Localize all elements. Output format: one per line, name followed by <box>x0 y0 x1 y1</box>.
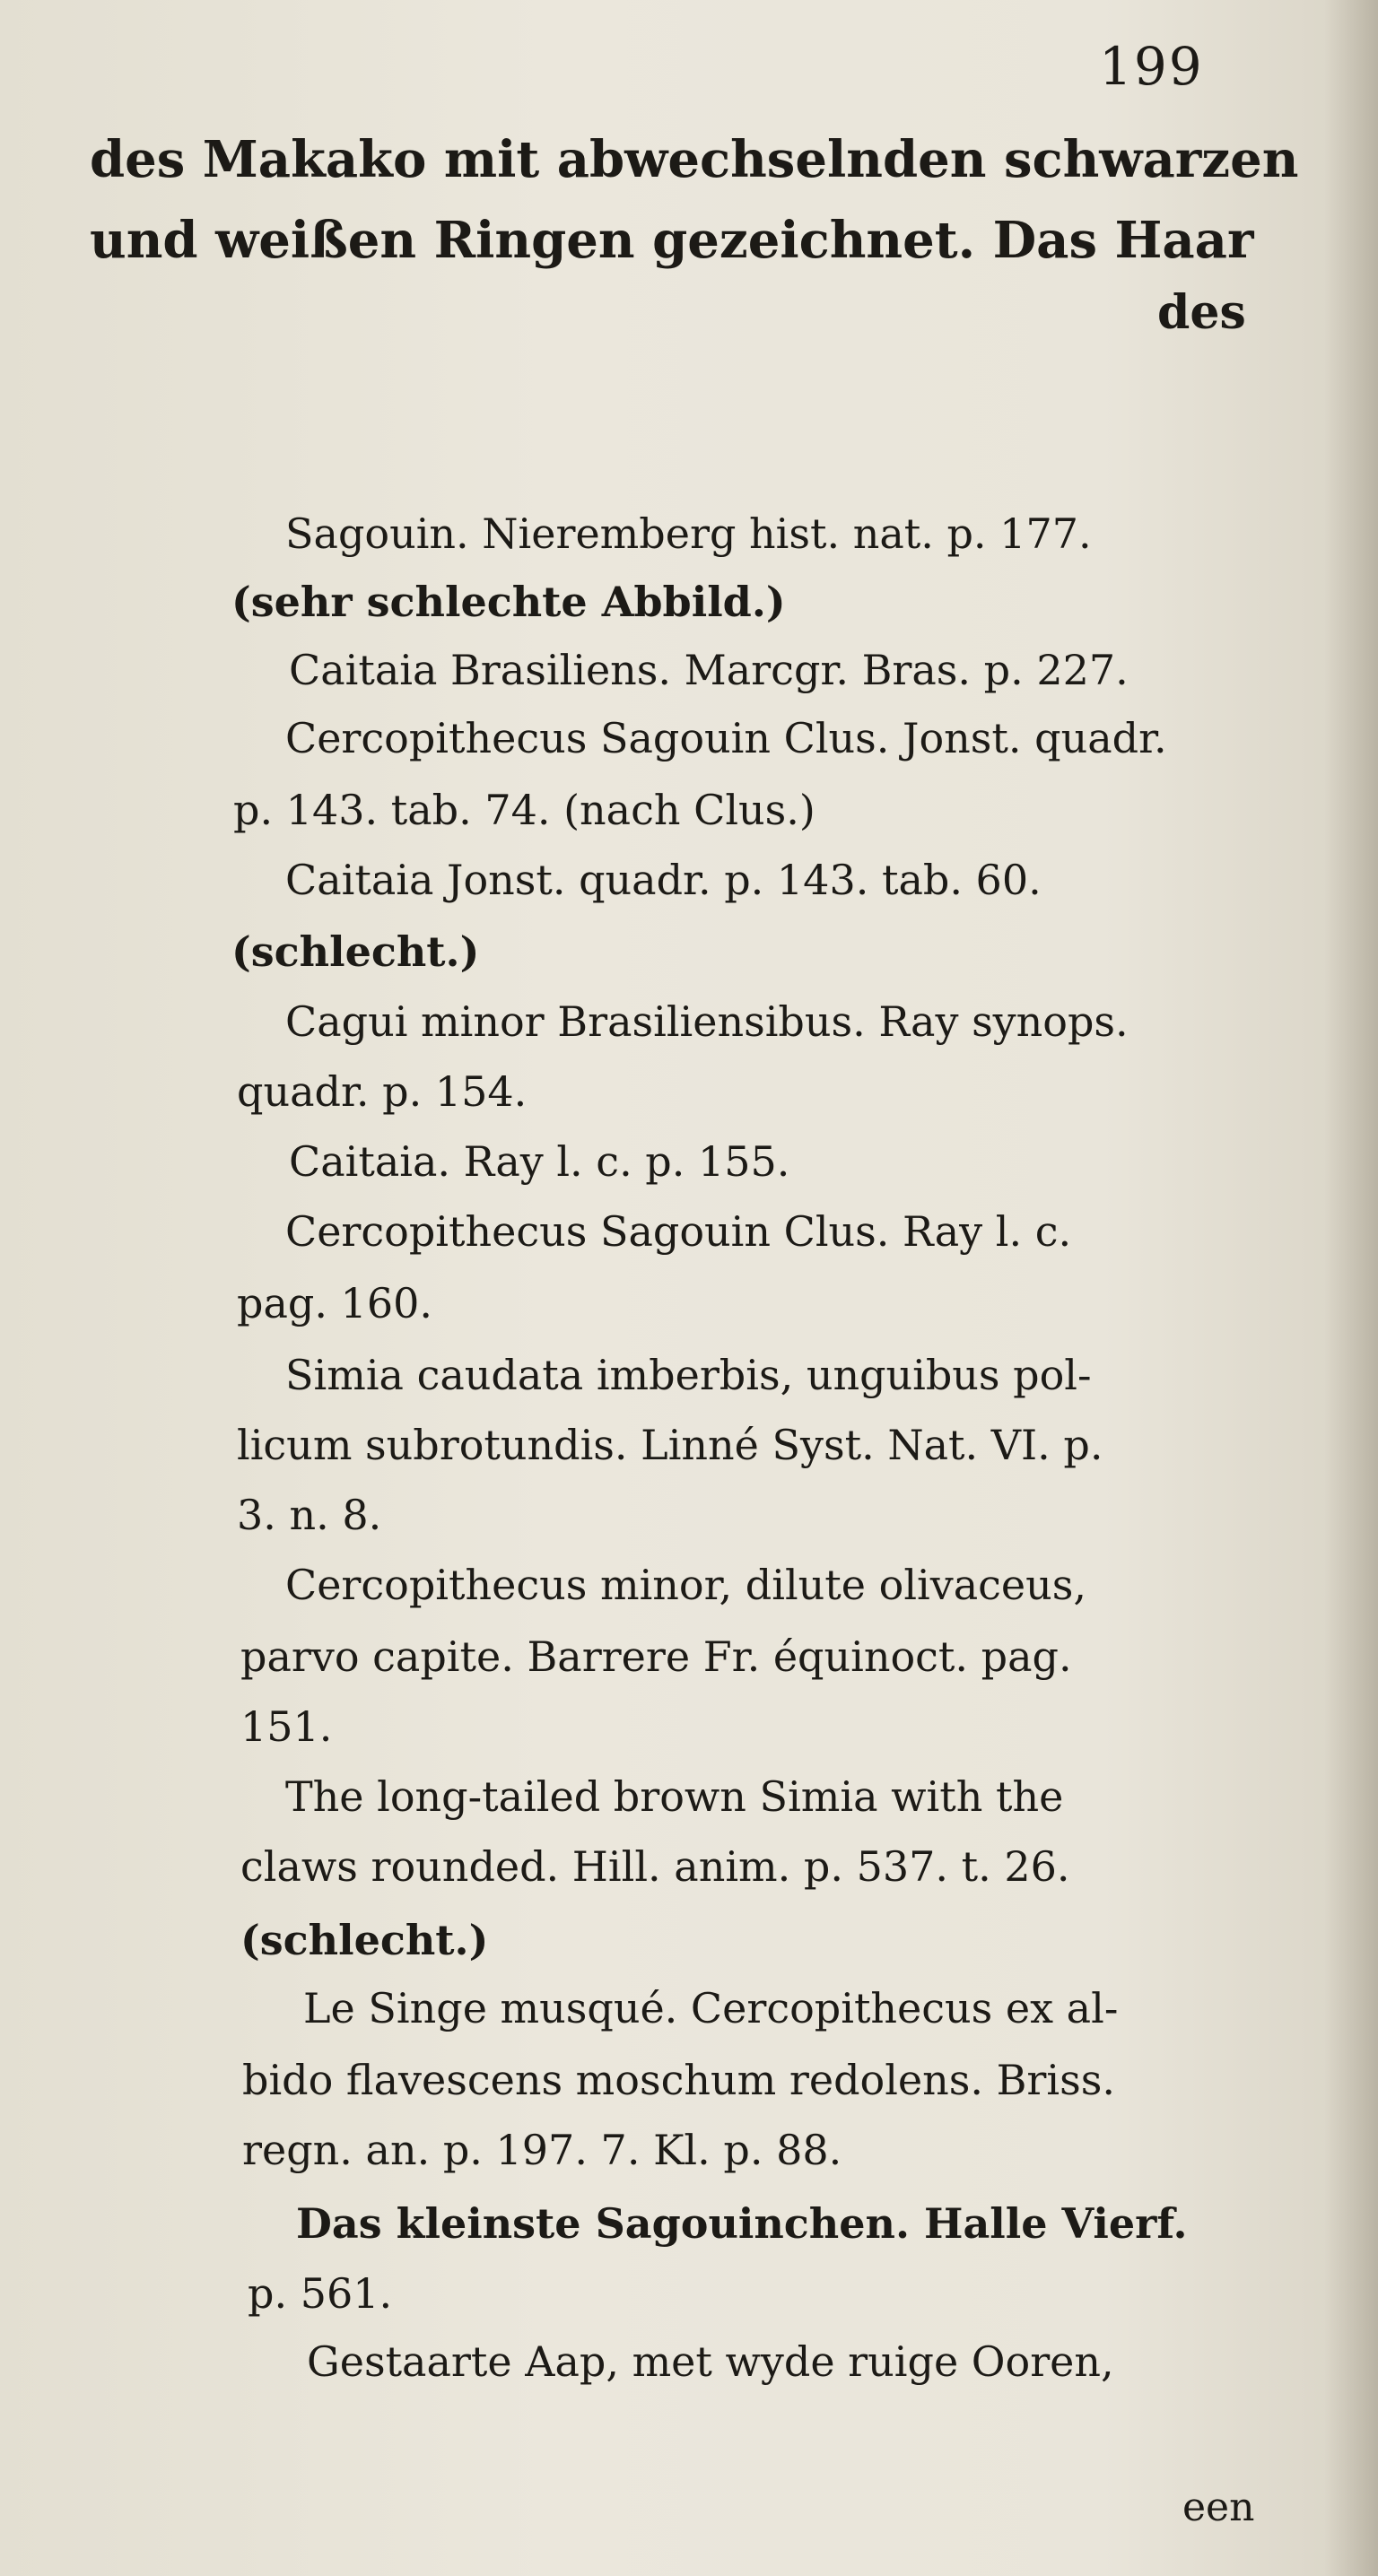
page-number: 199 <box>1099 36 1204 97</box>
reference-line: quadr. p. 154. <box>237 1067 528 1116</box>
reference-line: The long-tailed brown Simia with the <box>285 1772 1064 1821</box>
reference-line: 151. <box>240 1702 333 1751</box>
reference-line: Cercopithecus Sagouin Clus. Jonst. quadr. <box>285 714 1167 762</box>
reference-line: Caitaia Jonst. quadr. p. 143. tab. 60. <box>285 856 1042 904</box>
catchword-bottom: een <box>1182 2485 1255 2530</box>
reference-line: licum subrotundis. Linné Syst. Nat. VI. p. <box>237 1421 1103 1469</box>
heading-line-2: und weißen Ringen gezeichnet. Das Haar <box>90 211 1254 270</box>
reference-line: Gestaarte Aap, met wyde ruige Ooren, <box>307 2337 1114 2386</box>
reference-line: pag. 160. <box>237 1279 432 1327</box>
reference-line: Le Singe musqué. Cercopithecus ex al- <box>303 1984 1119 2032</box>
reference-line: Das kleinste Sagouinchen. Halle Vierf. <box>296 2199 1188 2248</box>
reference-line: (sehr schlechte Abbild.) <box>231 578 786 626</box>
reference-line: parvo capite. Barrere Fr. équinoct. pag. <box>240 1632 1072 1681</box>
reference-line: (schlecht.) <box>240 1916 489 1964</box>
catchword-top: des <box>1157 285 1246 340</box>
reference-line: bido flavescens moschum redolens. Briss. <box>242 2056 1115 2104</box>
reference-line: regn. an. p. 197. 7. Kl. p. 88. <box>242 2126 842 2174</box>
reference-line: Sagouin. Nieremberg hist. nat. p. 177. <box>285 509 1092 558</box>
reference-line: Caitaia Brasiliens. Marcgr. Bras. p. 227. <box>289 646 1129 694</box>
reference-line: Cercopithecus Sagouin Clus. Ray l. c. <box>285 1207 1072 1256</box>
reference-line: (schlecht.) <box>231 927 480 976</box>
reference-line: 3. n. 8. <box>237 1491 382 1539</box>
heading-line-1: des Makako mit abwechselnden schwarzen <box>90 130 1299 189</box>
reference-line: Cagui minor Brasiliensibus. Ray synops. <box>285 997 1129 1046</box>
reference-line: claws rounded. Hill. anim. p. 537. t. 26. <box>240 1842 1070 1891</box>
reference-line: p. 561. <box>248 2269 393 2318</box>
reference-line: Caitaia. Ray l. c. p. 155. <box>289 1137 790 1186</box>
reference-line: p. 143. tab. 74. (nach Clus.) <box>233 786 815 834</box>
reference-line: Cercopithecus minor, dilute olivaceus, <box>285 1561 1087 1609</box>
reference-line: Simia caudata imberbis, unguibus pol- <box>285 1351 1092 1399</box>
